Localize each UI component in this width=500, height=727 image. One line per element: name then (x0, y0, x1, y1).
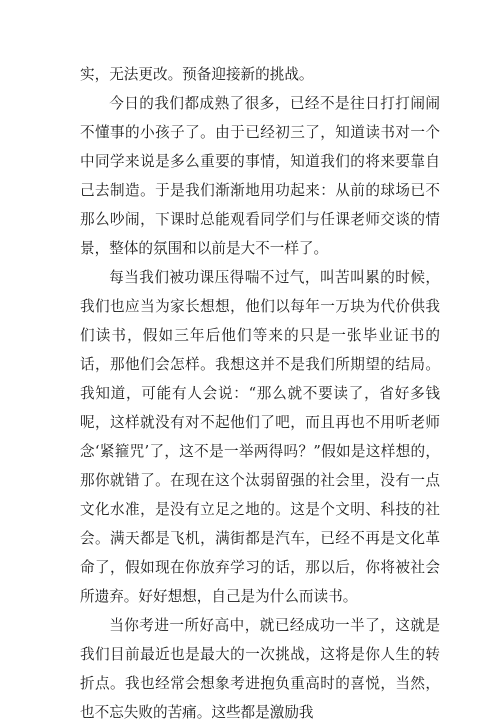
paragraph: 实，无法更改。预备迎接新的挑战。 (80, 66, 314, 83)
body-text (80, 60, 440, 727)
paragraph: 今日的我们都成熟了很多，已经不是往日打打闹闹不懂事的小孩子了。由于已经初三了，知道读书对一个中同学来说是多么重要的事情，知道我们的将来要靠自己去制造。于是我们渐渐地用功起来：从前的球场已不那么吵闹，下课时总能观看同学们与任课老师交谈的情景，整体的氛围和以前是大不一样了。 (80, 95, 440, 257)
paragraph: 当你考进一所好高中，就已经成功一半了，这就是我们目前最近也是最大的一次挑战，这将是你人生的转折点。我也经常会想象考进抱负重高时的喜悦，当然，也不忘失败的苦痛。这些都是激励我 (80, 617, 440, 721)
paragraph: 每当我们被功课压得喘不过气，叫苦叫累的时候，我们也应当为家长想想，他们以每年一万块为代价供我们读书，假如三年后他们等来的只是一张毕业证书的话，那他们会怎样。我想这并不是我们所期望的结局。我知道，可能有人会说：“那么就不要读了，省好多钱呢，这样就没有对不起他们了吧，而且再也不用听老师念‘紧箍咒’了，这不是一举两得吗？”假如是这样想的，那你就错了。在现在这个汰弱留强的社会里，没有一点文化水准，是没有立足之地的。这是个文明、科技的社会。满天都是飞机，满街都是汽车，已经不再是文化革命了，假如现在你放弃学习的话，那以后，你将被社会所遗弃。好好想想，自己是为什么而读书。 (80, 269, 440, 605)
